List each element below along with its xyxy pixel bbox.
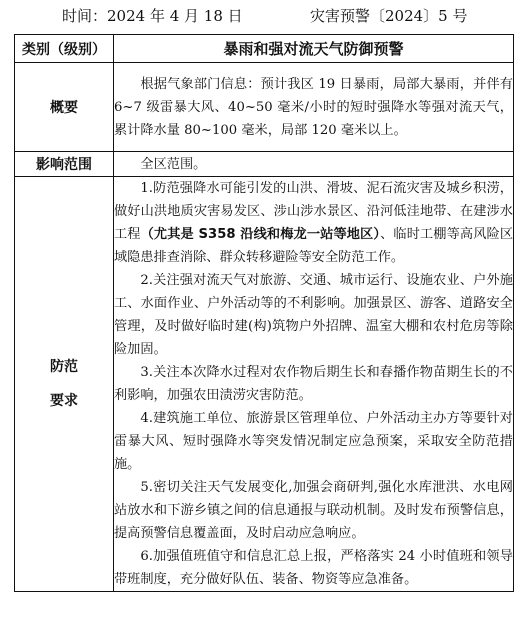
- requirement-item-1-highlight: （尤其是 S358 沿线和梅龙一站等地区）: [140, 227, 381, 242]
- requirement-item-6: 6.加强值班值守和信息汇总上报，严格落实 24 小时值班和领导带班制度，充分做好队伍、装备、物资等应急准备。: [114, 549, 513, 587]
- category-header: 类别（级别）: [15, 35, 114, 63]
- warning-table: [14, 34, 514, 592]
- scope-content: [114, 152, 514, 177]
- summary-label: 概要: [15, 63, 114, 152]
- warning-title: 暴雨和强对流天气防御预警: [114, 35, 514, 63]
- requirements-label-line1: 防范: [50, 359, 78, 375]
- scope-row: [15, 152, 514, 177]
- document-header: [0, 4, 527, 28]
- summary-row: [15, 63, 514, 152]
- table-header-row: [15, 35, 514, 63]
- requirement-item-3: 3.关注本次降水过程对农作物后期生长和春播作物苗期生长的不利影响，加强农田渍涝灾害防范。: [114, 365, 513, 403]
- requirements-label-line2: 要求: [50, 393, 78, 409]
- requirement-item-4: 4.建筑施工单位、旅游景区管理单位、户外活动主办方等要针对雷暴大风、短时强降水等突发情况制定应急预案，采取安全防范措施。: [114, 411, 513, 472]
- requirements-content: [114, 177, 514, 592]
- document-number: 灾害预警〔2024〕5 号: [310, 7, 468, 25]
- requirement-item-5: 5.密切关注天气发展变化,加强会商研判,强化水库泄洪、水电网站放水和下游乡镇之间的信息通报与联动机制。及时发布预警信息，提高预警信息覆盖面，及时启动应急响应。: [114, 480, 513, 541]
- requirement-item-2: 2.关注强对流天气对旅游、交通、城市运行、设施农业、户外施工、水面作业、户外活动等的不利影响。加强景区、游客、道路安全管理，及时做好临时建(构)筑物户外招牌、温室大棚和农村危房等除险加固。: [114, 273, 513, 357]
- issue-date: 时间：2024 年 4 月 18 日: [62, 7, 243, 25]
- requirements-label: [15, 177, 114, 592]
- summary-text: 根据气象部门信息：预计我区 19 日暴雨，局部大暴雨，并伴有 6~7 级雷暴大风、40~50 毫米/小时的短时强降水等强对流天气，累计降水量 80~100 毫米，局部 120 毫米以上。: [114, 76, 513, 138]
- scope-label: 影响范围: [15, 152, 114, 177]
- requirement-item-1-pre: 1.防范强降水可能引发的山洪、滑坡、泥石流灾害及城乡积涝，做好山洪地质灾害易发区、涉山涉水景区、沿河低洼地带、在建涉水工程: [114, 181, 513, 242]
- requirement-item-1-post: 、临时工棚等高风险区域隐患排查消除、群众转移避险等安全防范工作。: [114, 227, 514, 265]
- requirement-item-1: [114, 177, 513, 269]
- scope-text: 全区范围。: [140, 156, 207, 172]
- summary-content: [114, 63, 514, 152]
- requirements-row: [15, 177, 514, 592]
